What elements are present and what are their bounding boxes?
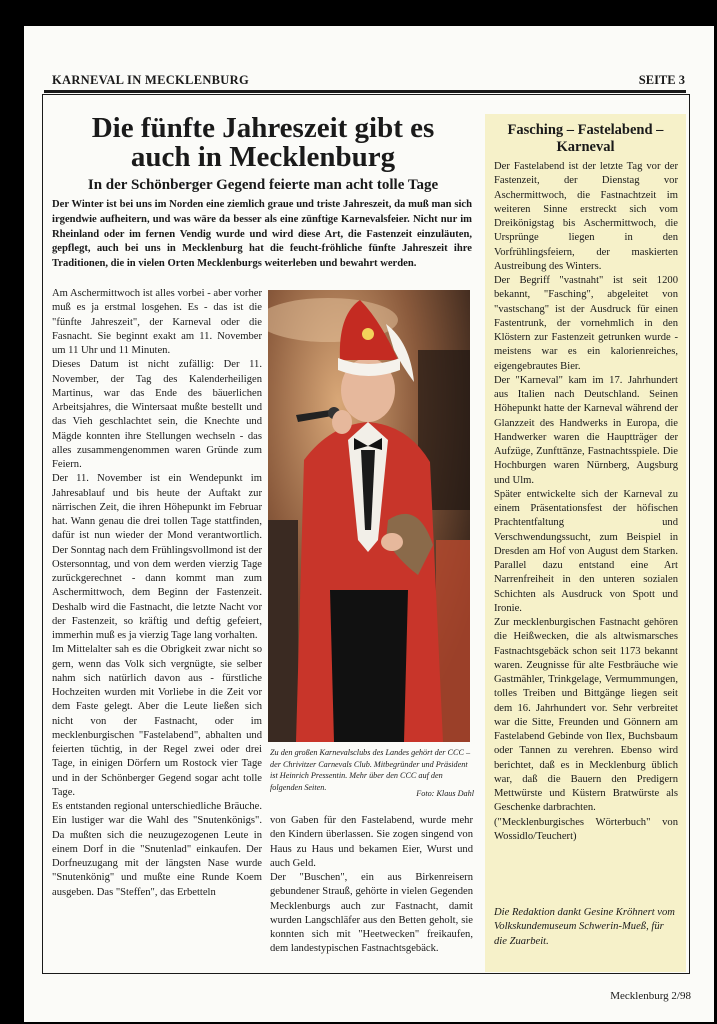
issue-footer: Mecklenburg 2/98 (610, 990, 691, 1002)
article-title (48, 114, 478, 172)
header-rule (44, 90, 686, 93)
paragraph: Es entstanden regional unterschiedliche Bräuche. Ein lustiger war die Wahl des "Snutenkönigs". Da mußten sich die neuzugezogenen Leute in einem Dorf in die "Snutenlad" einkaufen. Der Dorfneuzugang mit der längsten Nase wurde "Snutenkönig" und mußte eine Runde Koem ausgeben. Das "Steffen", das Erbetteln (52, 801, 262, 898)
sidebar-paragraph: Der Fastelabend ist der letzte Tag vor der Fastenzeit, der Dienstag vor Aschermittwoch, die Fastnachtzeit im weiteren Sinne erstreckt sich vom Dreikönigstag bis Aschermittwoch, die Ursprünge liegen in den Vorfrühlingsfeiern, der maskierten Austreibung des Winters. (494, 161, 678, 272)
title-line-1: Die fünfte Jahreszeit gibt es (91, 112, 435, 144)
paragraph: Im Mittelalter sah es die Obrigkeit zwar nicht so gern, wenn das Volk sich vergnügte, sie selber nahm sich natürlich davon aus - fürstliche Hochzeiten wurden mit Vorliebe in die Zeit vor dem Faste gelegt. Aber die Leute ließen sich nicht von der Fastnacht, oder im mecklenburgischen "Fastelabend", abhalten und feierten tüchtig, in der Regel zwei oder drei Tage, in einigen Dörfern um Rostock vier Tage und in der Schönberger Gegend sogar acht tolle Tage. (52, 644, 262, 798)
title-line-2: auch in Mecklenburg (130, 141, 396, 173)
paragraph: Der "Buschen", ein aus Birkenreisern gebundener Strauß, gehörte in vielen Gegenden Mecklenburgs auch zur Fastnacht, damit wurden Langschläfer aus den Betten geholt, sie konnten sich mit "Heetwecken" freikaufen, dem landestypischen Fastnachtsgebäck. (270, 872, 473, 955)
sidebar-acknowledgement: Die Redaktion dankt Gesine Kröhnert vom Volkskundemuseum Schwerin-Mueß, für die Zuarbeit. (494, 907, 675, 947)
article-column-1 (52, 287, 262, 900)
sidebar-paragraph: ("Mecklenburgisches Wörterbuch" von Wossidlo/Teuchert) (494, 816, 678, 842)
section-header: KARNEVAL IN MECKLENBURG (52, 73, 249, 87)
photo-caption: Zu den großen Karnevalsclubs des Landes gehört der CCC – der Chrivitzer Carnevals Club. Mitbegründer und Präsident ist Heinrich Pressentin. Mehr über den CCC auf den folgenden Seiten. (270, 748, 471, 792)
carnival-president-photo (268, 290, 470, 742)
photo-credit: Foto: Klaus Dahl (416, 789, 474, 798)
paragraph: von Gaben für den Fastelabend, wurde mehr den Kindern überlassen. Sie zogen singend von Haus zu Haus und bekamen Eier, Wurst und auch Geld. (270, 815, 473, 869)
sidebar-paragraph: Später entwickelte sich der Karneval zu einem Präsentationsfest der höfischen Prachtentfaltung und Verschwendungssucht, zum Beispiel in Dresden am Hof von August dem Starken. Parallel dazu entstand eine Art Narrenfreiheit in den unteren sozialen Schichten als Ausdruck von Spott und Ironie. (494, 488, 678, 614)
sidebar-title: Fasching – Fastelabend – Karneval (507, 122, 664, 155)
paragraph: Der 11. November ist ein Wendepunkt im Jahresablauf und bis heute der Auftakt zur närrischen Zeit, die ihren Höhepunkt im Februar hat. Wann genau die drei tollen Tage stattfinden, dafür ist nun wieder der Mond verantwortlich. Der Sonntag nach dem Frühlingsvollmond ist der Ostersonntag, und von dem werden vierzig Tage zurückgerechnet - dann kommt man zum Aschermittwoch, dem Beginn der Fastenzeit. Deshalb wird die Fastnacht, die letzte Nacht vor der Fastenzeit, so kräftig und deftig gefeiert, immerhin muß es ja vierzig Tage lang vorhalten. (52, 473, 262, 641)
sidebar-paragraph: Der Begriff "vastnaht" ist seit 1200 bekannt, "Fasching", abgeleitet von "vastschang" ist der Ausdruck für einen Fastentrunk, der vornehmlich in den Klöstern zur Fastenzeit getrunken wurde - meistens war es ein kalorienreiches, eigengebrautes Bier. (494, 275, 678, 372)
paragraph: Am Aschermittwoch ist alles vorbei - aber vorher muß es ja erstmal losgehen. Es - das ist die "fünfte Jahreszeit", der Karneval oder die Fasnacht. Sie beginnt exakt am 11. November um 11 Uhr und 11 Minuten. (52, 288, 262, 356)
sidebar-paragraph: Der "Karneval" kam im 17. Jahrhundert aus Italien nach Deutschland. Seinen Höhepunkt hatte der Karneval während der Glanzzeit des Handwerks in Europa, die Handwerker waren die Hauptträger der Aufzüge, Zunfttänze, Fastnachtsspiele. Die Hochburgen waren Nürnberg, Augsburg und Ulm. (494, 374, 678, 486)
page-number: SEITE 3 (638, 73, 685, 87)
article-subtitle: In der Schönberger Gegend feierte man acht tolle Tage (87, 177, 439, 193)
sidebar-paragraph: Zur mecklenburgischen Fastnacht gehören die Heißwecken, die als altwismarsches Fastnachtsgebäck schon seit 1173 bekannt waren. Zeugnisse für alte Festbräuche wie Gastmähler, Trinkgelage, Vermummungen, tolles Treiben und Bittgänge liegen seit dem 16. Jahrhundert vor. Sehr verbreitet war die Sitte, Freunden und Gönnern am Fastelabend Gebinde von Ilex, Buchsbaum oder Tannen zu verehren. Ebenso wird berichtet, daß es in Mecklenburg üblich war, daß die Bauern den Predigern Mettwürste und Küstern Bratwürste als Geschenke darbrachten. (494, 617, 678, 814)
article-column-2 (270, 814, 473, 957)
article-lead: Der Winter ist bei uns im Norden eine ziemlich graue und triste Jahreszeit, da muß man sich irgendwie aufheitern, und was wäre da besser als eine zünftige Karnevalsfeier. Nicht nur im Rheinland oder im fernen Vendig wurde und wird diese Art, die Fastenzeit einzuläuten, gepflegt, auch bei uns in Mecklenburg hat die feucht-fröhliche fünfte Jahreszeit ihre Traditionen, die in vielen Orten Mecklenburgs weiterleben und bewahrt werden. (52, 199, 472, 270)
sidebar-body (494, 160, 678, 844)
paragraph: Dieses Datum ist nicht zufällig: Der 11. November, der Tag des Kalenderheiligen Martinus, war das Ende des bäuerlichen Arbeitsjahres, die Wintersaat mußte bestellt und das Vieh geschlachtet sein, die Knechte und Mägde konnten ihre Stellungen wechseln - das alles zusammengenommen waren Gründe zum Feiern. (52, 359, 262, 470)
